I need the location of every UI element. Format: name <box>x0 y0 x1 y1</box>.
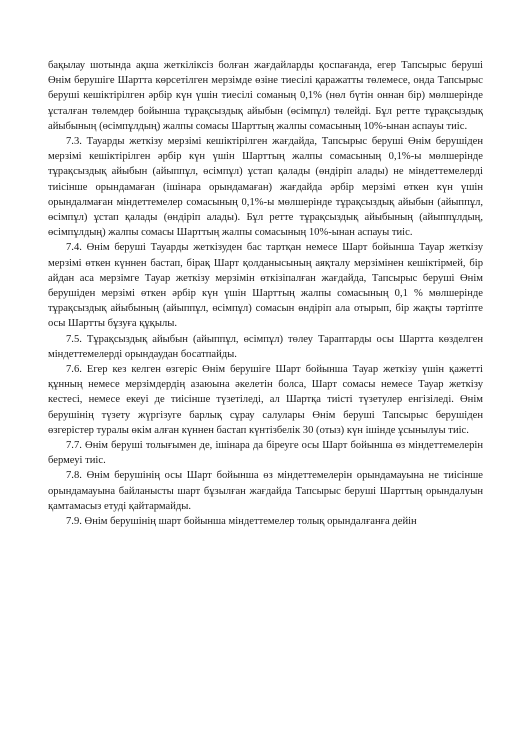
paragraph-7-9: 7.9. Өнім берушінің шарт бойынша міндеттемелер толық орындалғанға дейін <box>66 516 417 528</box>
paragraph-7-5: 7.5. Тұрақсыздық айыбын (айыппұл, өсімпұл) төлеу Тараптарды осы Шартта көзделген міндеттемелерді орындаудан босатпайды. <box>48 333 483 360</box>
paragraph-penalty-customer-payment: бақылау шотында ақша жеткіліксіз болған жағдайларды қоспағанда, егер Тапсырыс беруші Өнім берушіге Шартта көрсетілген мерзімде өзіне тиесілі қаражатты төлемесе, онда Тапсырыс беруші кешіктірілген әрбір күн үшін тиесілі соманың 0,1% (нөл бүтін оннан бір) мөлшерінде ұсталған төлемдер бойынша тұрақсыздық айыбын (өсімпұл) төлейді. Бұл ретте тұрақсыздық айыбының (өсімпұлдың) жалпы сомасы Шарттың жалпы сомасының 10%-ынан аспауы тиіс. <box>48 60 483 132</box>
document-page <box>48 58 483 529</box>
paragraph-7-6: 7.6. Егер кез келген өзгеріс Өнім берушіге Шарт бойынша Тауар жеткізу үшін қажетті құнның немесе мерзімдердің азаюына әкелетін болса, Шарт сомасы немесе Тауар жеткізу кестесі, немесе екеуі де тиісінше түзетіледі, ал Шартқа тиісті түзетулер енгізіледі. Өнім берушінің түзету жүргізуге барлық сұрау салулары Өнім беруші Тапсырыс берушіден өзгерістер туралы өкім алған күннен бастап күнтізбелік 30 (отыз) күн ішінде ұсынылуы тиіс. <box>48 364 483 436</box>
paragraph-7-7: 7.7. Өнім беруші толығымен де, ішінара да біреуге осы Шарт бойынша өз міндеттемелерін бермеуі тиіс. <box>48 440 483 467</box>
paragraph-7-8: 7.8. Өнім берушінің осы Шарт бойынша өз міндеттемелерін орындамауына не тиісінше орындамауына байланысты шарт бұзылған жағдайда Тапсырыс беруші Шарттың орындалуын қамтамасыз етуді қайтармайды. <box>48 470 483 512</box>
paragraph-7-3: 7.3. Тауарды жеткізу мерзімі кешіктірілген жағдайда, Тапсырыс беруші Өнім берушіден мерзімі кешіктірілген әрбір күн үшін Шарттың жалпы сомасының 0,1%-ы мөлшерінде тұрақсыздық айыбын (айыппұл, өсімпұл) ұстап қалады (өндіріп алады) не міндеттемелерді тиісінше орындамаған (ішінара орындамаған) жағдайда әрбір мерзімі өткен күн үшін орындалмаған міндеттемелер сомасының 0,1%-ы мөлшерінде тұрақсыздық айыбын (айыппұл, өсімпұл) ұстап қалады (өндіріп алады). Бұл ретте тұрақсыздық айыбының (айыппұлдың, өсімпұлдың) жалпы сомасы Шарттың жалпы сомасының 10%-ынан аспауы тиіс. <box>48 136 483 239</box>
paragraph-7-4: 7.4. Өнім беруші Тауарды жеткізуден бас тартқан немесе Шарт бойынша Тауар жеткізу мерзімі өткен күннен бастап, бірақ Шарт қолданысының аяқталу мерзімінен кешіктірмей, бір айдан аса мерзімге Тауар жеткізу мерзімін өткізіпалған жағдайда, Тапсырыс беруші Өнім берушіден мерзімі өткен әрбір күн үшін Шарттың жалпы сомасының 0,1 % мөлшерінде тұрақсыздық айыбының (айыппұл, өсімпұл) сомасын өндіріп ала отырып, бір жақты тәртіпте осы Шартты бұзуға құқылы. <box>48 242 483 330</box>
